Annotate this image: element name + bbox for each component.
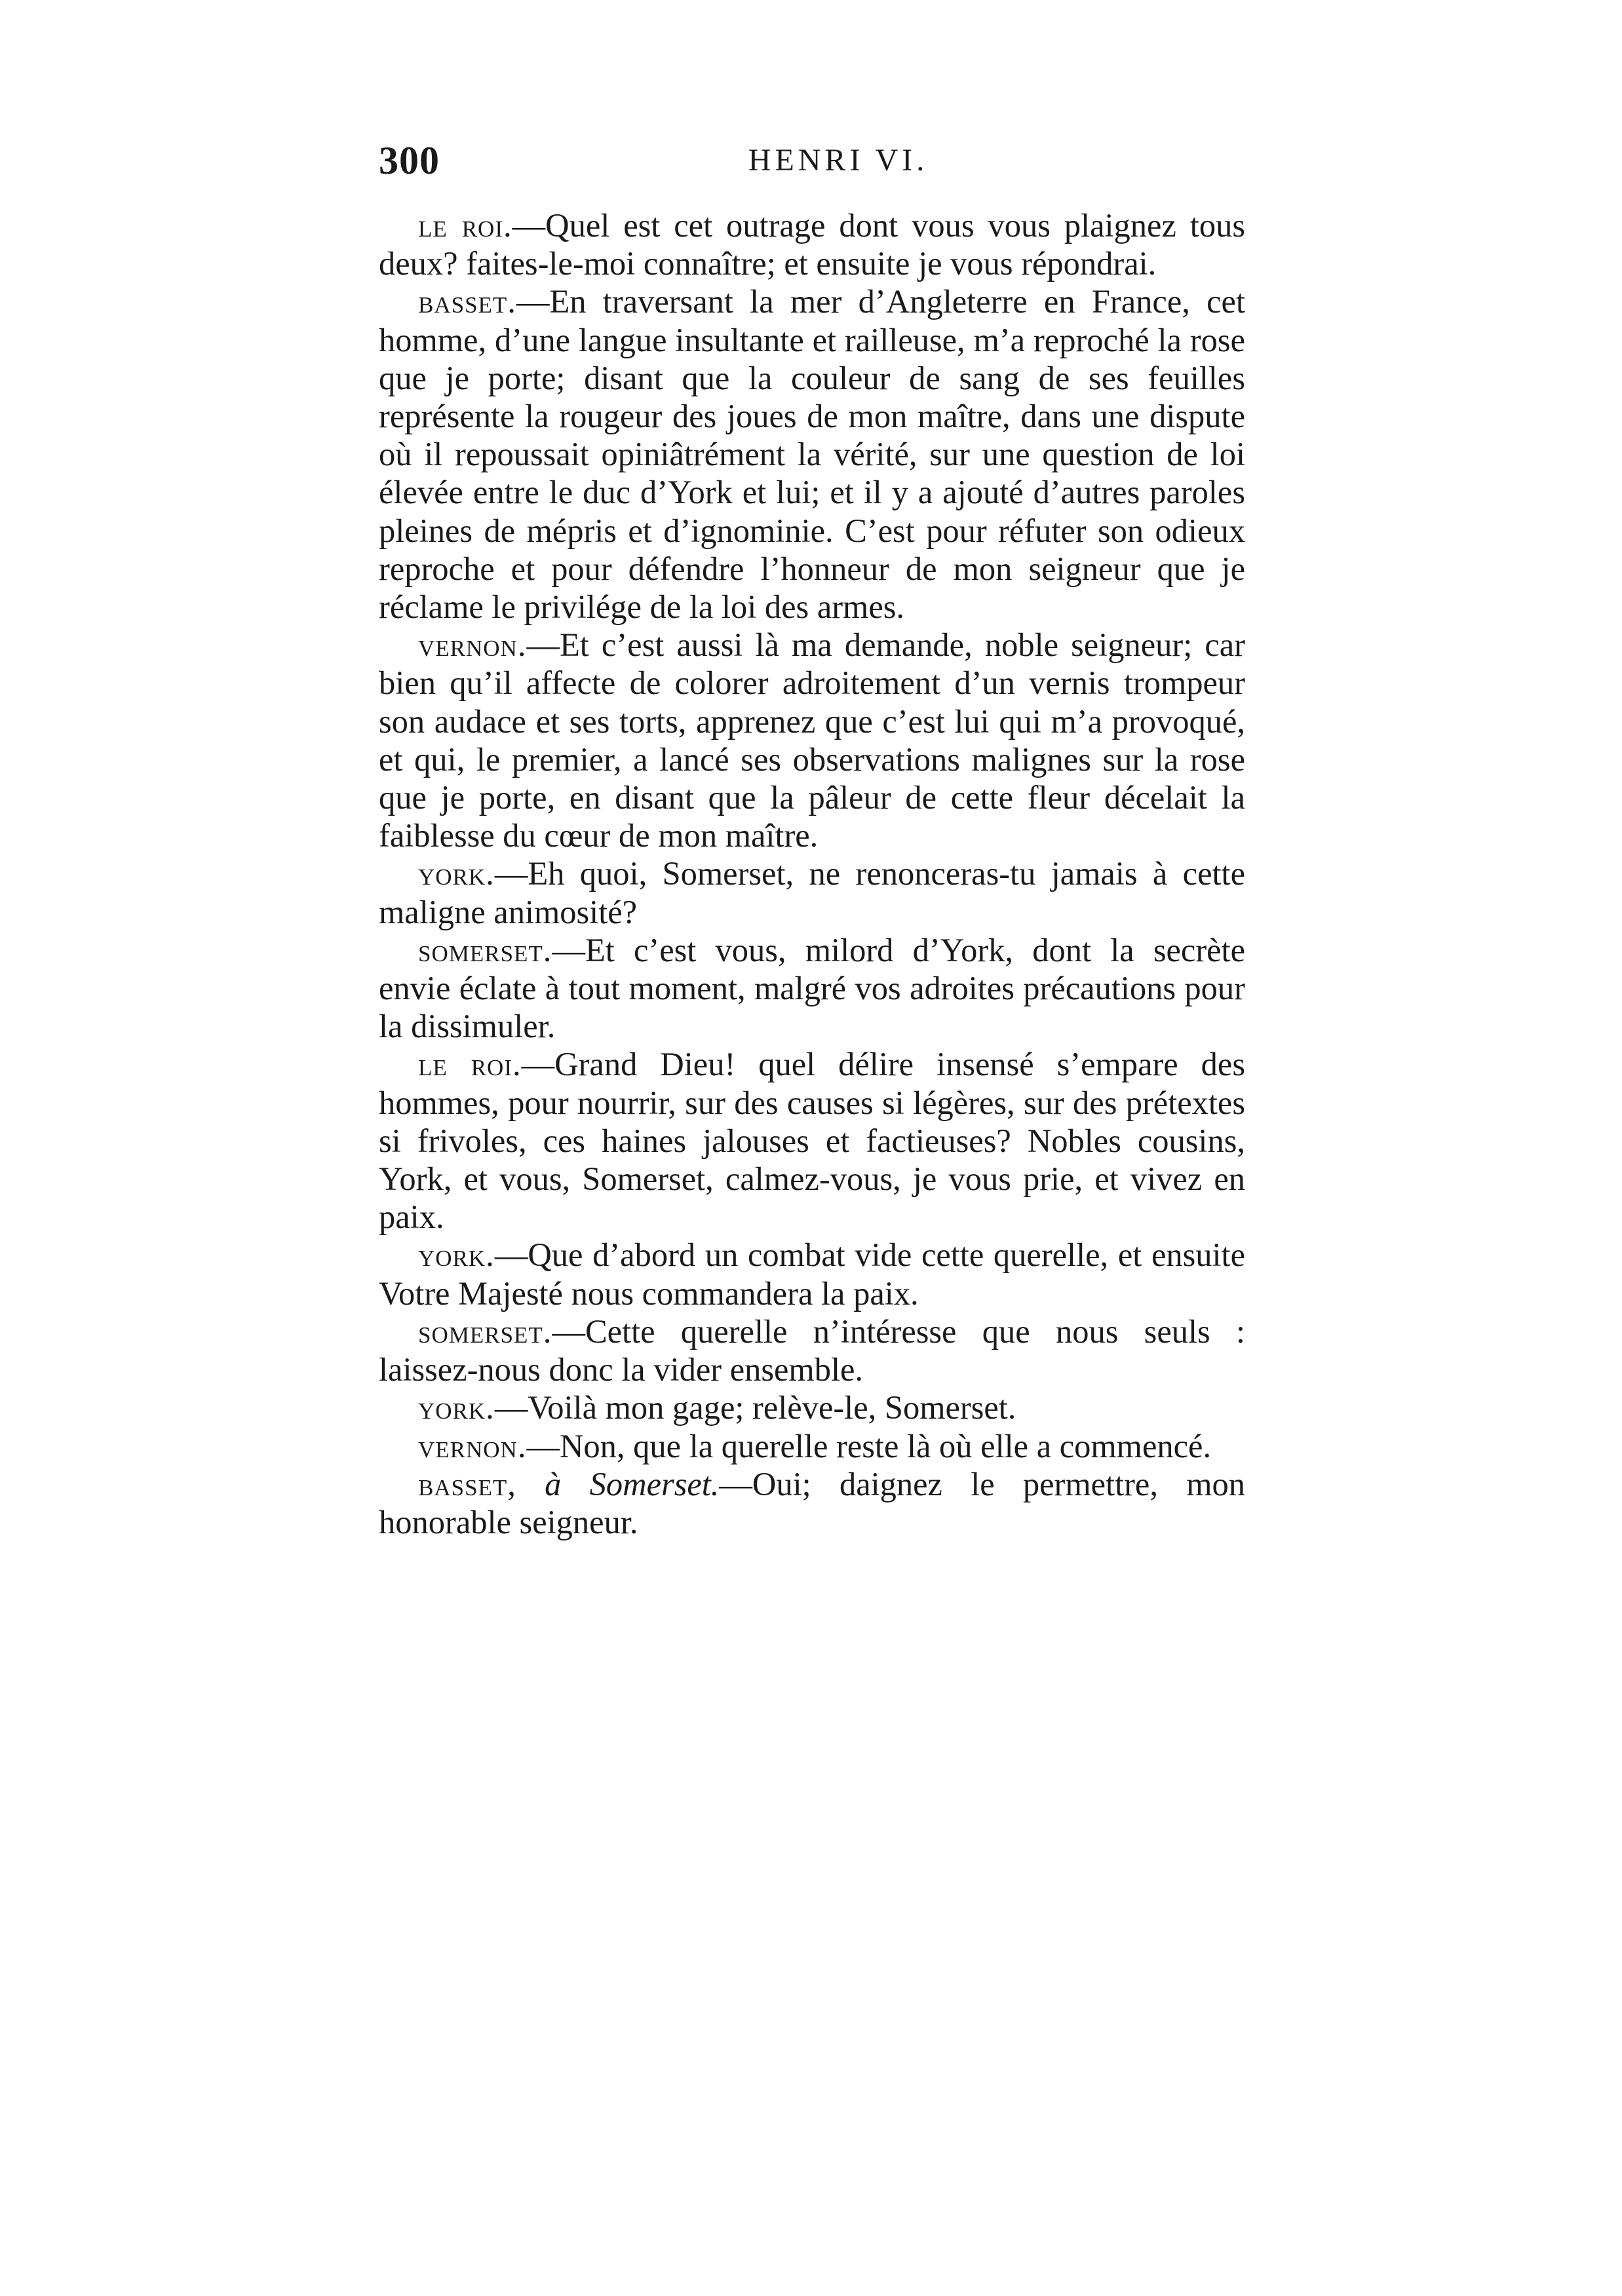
speech-text: —Voilà mon gage; relève-le, Somerset. [494,1389,1016,1426]
speaker-name: york. [418,1389,495,1426]
speech [379,1045,1245,1236]
speech-text: —Et c’est aussi là ma demande, noble seigneur; car bien qu’il affecte de colorer adroitement d’un vernis trompeur son audace et ses torts, apprenez que c’est lui qui m’a provoqué, et qui, le premier, a lancé ses observations malignes sur la rose que je porte, en disant que la pâleur de cette fleur décelait la faiblesse du cœur de mon maître. [379,626,1245,854]
speaker-name: vernon. [418,626,527,664]
speaker-name: le roi. [418,1046,522,1083]
dialogue-text [379,206,1245,1541]
speaker-name: basset, [418,1465,516,1502]
stage-direction: à Somerset. [516,1465,720,1502]
page-number: 300 [379,139,440,182]
speaker-name: basset. [418,283,516,320]
running-title: HENRI VI. [748,143,929,178]
speech-text: —Quel est cet outrage dont vous vous plaignez tous deux? faites-le-moi connaître; et ensuite je vous répondrai. [379,207,1245,282]
speech [379,626,1245,854]
speech-text: —Non, que la querelle reste là où elle a commencé. [526,1427,1212,1464]
speaker-name: vernon. [418,1427,527,1464]
speech [379,1465,1245,1541]
speech [379,854,1245,930]
speech [379,1388,1245,1426]
speech [379,1427,1245,1465]
speech [379,206,1245,282]
speech-text: —Grand Dieu! quel délire insensé s’empare des hommes, pour nourrir, sur des causes si légères, sur des prétextes si frivoles, ces haines jalouses et factieuses? Nobles cousins, York, et vous, Somerset, calmez-vous, je vous prie, et vivez en paix. [379,1046,1245,1236]
speech-text: —En traversant la mer d’Angleterre en France, cet homme, d’une langue insultante et railleuse, m’a reproché la rose que je porte; disant que la couleur de sang de ses feuilles représente la rougeur des joues de mon maître, dans une dispute où il repoussait opiniâtrément la vérité, sur une question de loi élevée entre le duc d’York et lui; et il y a ajouté d’autres paroles pleines de mépris et d’ignominie. C’est pour réfuter son odieux reproche et pour défendre l’honneur de mon seigneur que je réclame le privilége de la loi des armes. [379,283,1245,626]
speaker-name: somerset. [418,931,552,968]
page-header [379,134,1245,187]
speech [379,1312,1245,1388]
speech-text: —Eh quoi, Somerset, ne renonceras-tu jamais à cette maligne animosité? [379,855,1245,930]
speech [379,931,1245,1046]
speaker-name: york. [418,1236,495,1274]
speech-text: —Et c’est vous, milord d’York, dont la secrète envie éclate à tout moment, malgré vos adroites précautions pour la dissimuler. [379,931,1245,1045]
speaker-name: somerset. [418,1312,552,1350]
speech-text: —Oui; daignez le permettre, mon honorable seigneur. [379,1465,1245,1540]
speaker-name: york. [418,855,495,892]
speaker-name: le roi. [418,207,512,244]
speech [379,1236,1245,1312]
speech-text: —Que d’abord un combat vide cette querelle, et ensuite Votre Majesté nous commandera la paix. [379,1236,1245,1312]
speech [379,282,1245,626]
speech-text: —Cette querelle n’intéresse que nous seuls : laissez-nous donc la vider ensemble. [379,1312,1245,1388]
